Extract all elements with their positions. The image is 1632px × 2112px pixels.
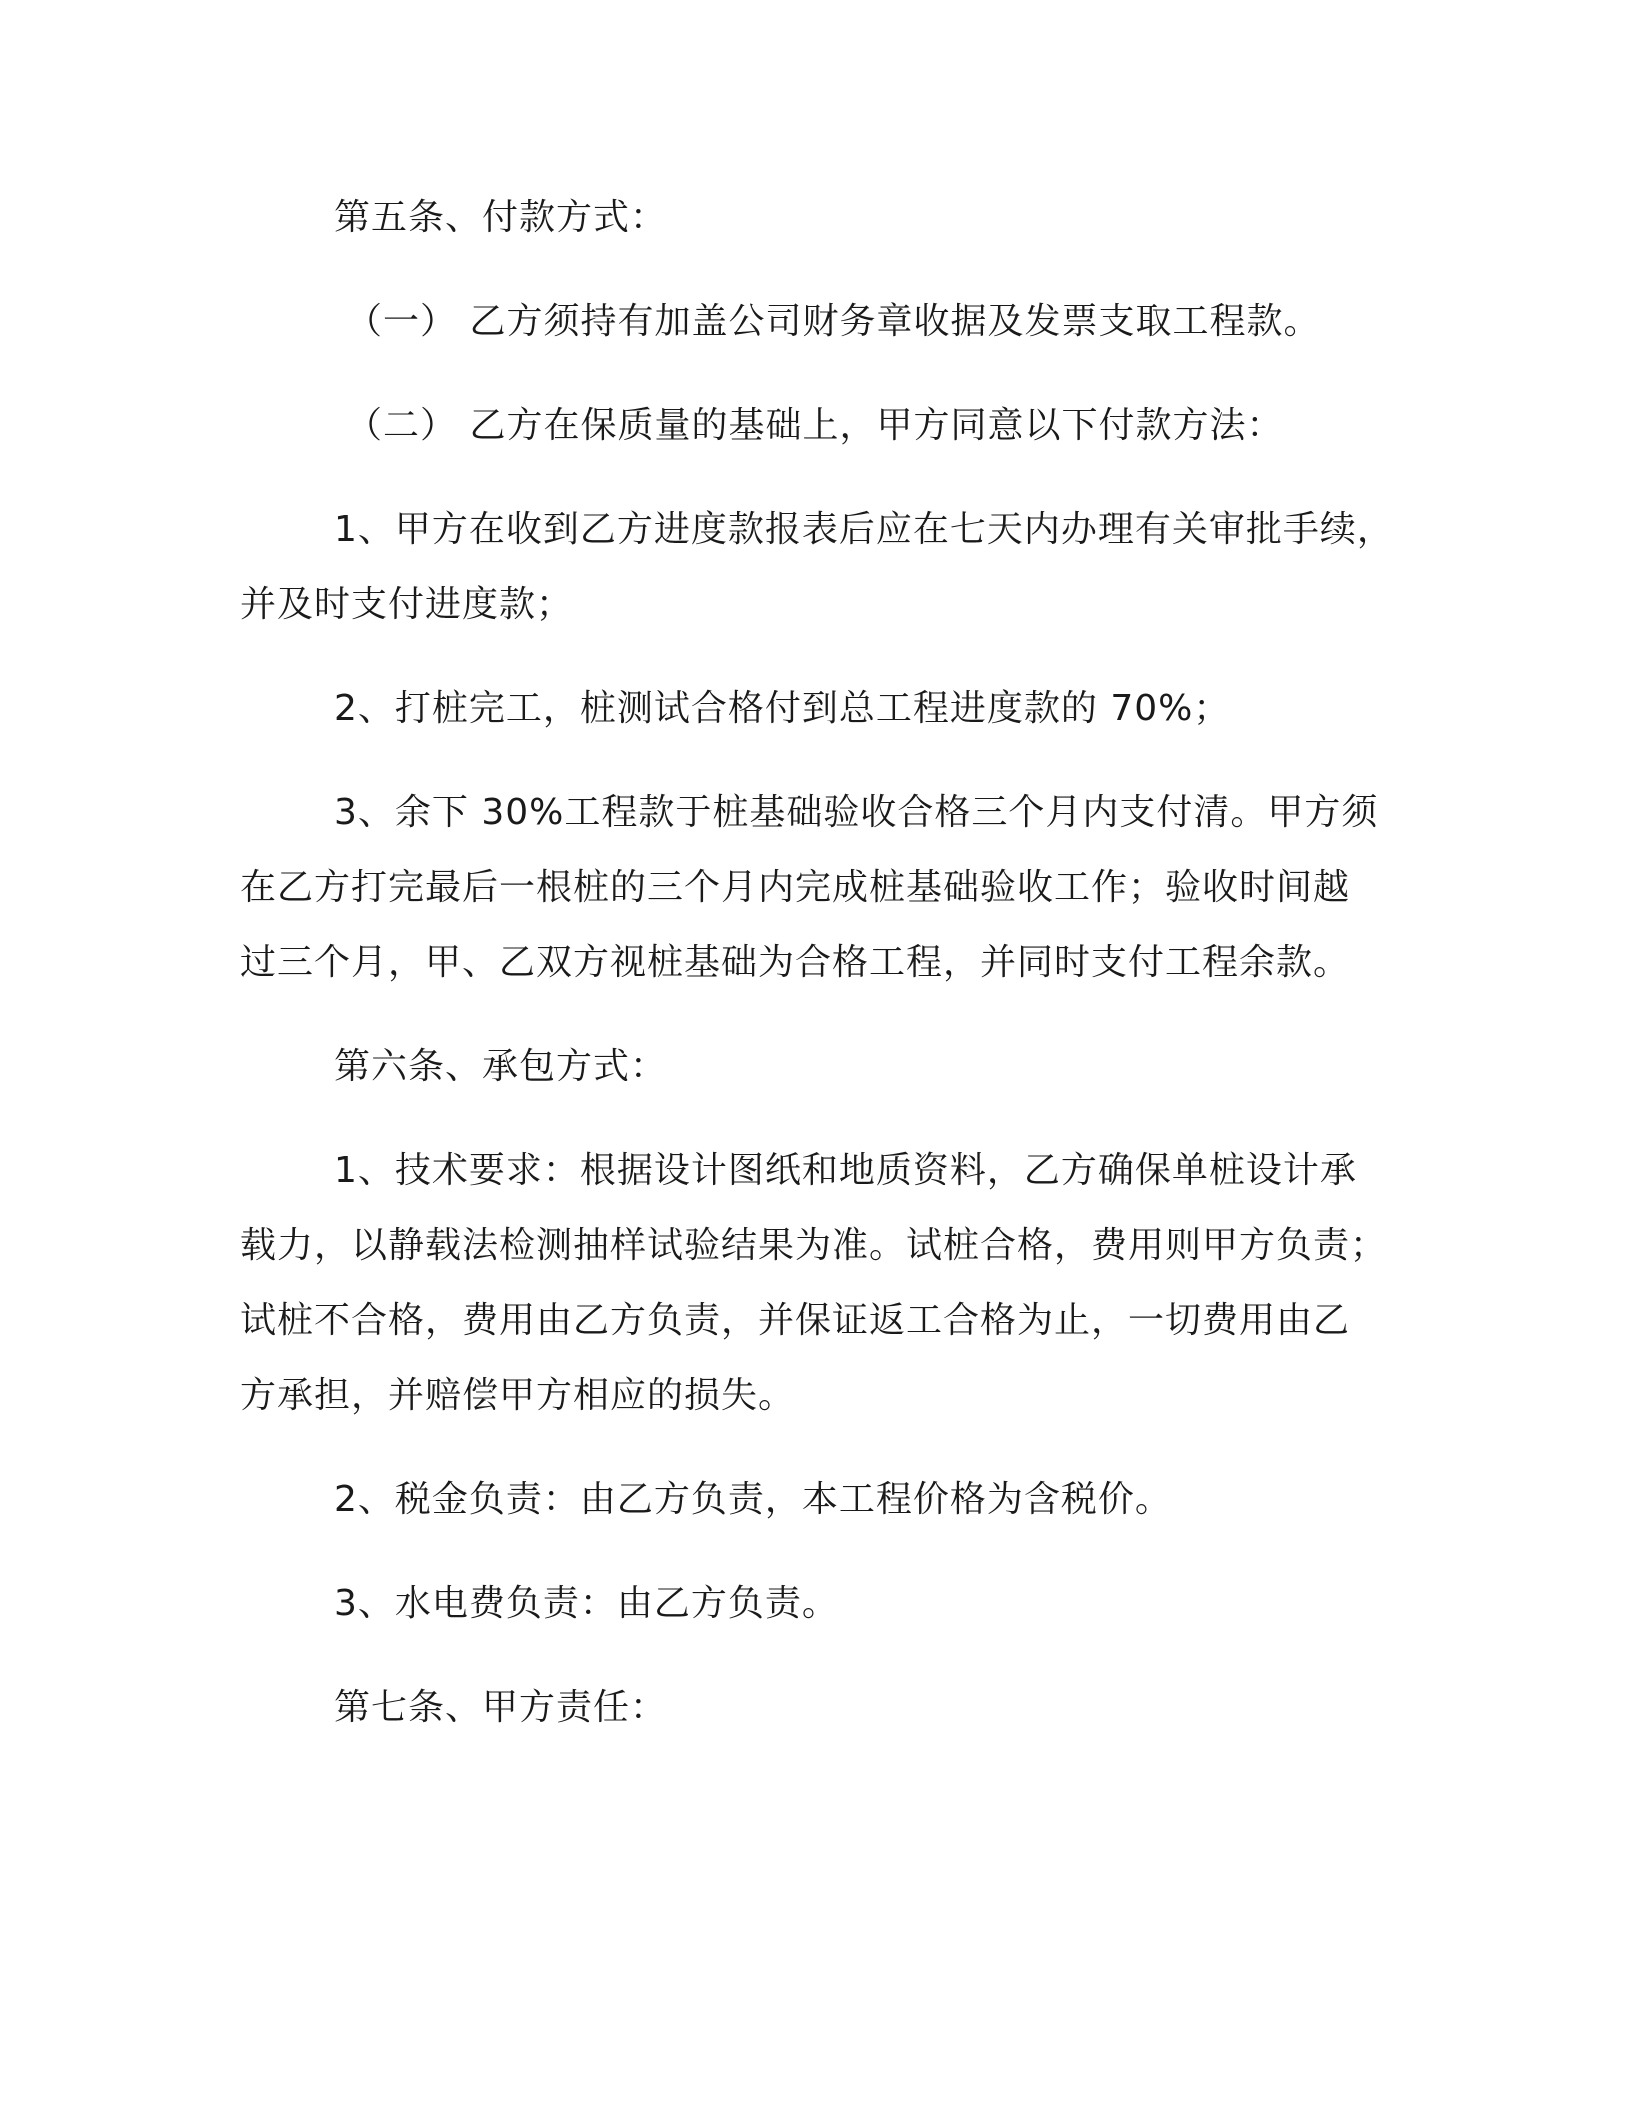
payment-clause-2: 2、打桩完工，桩测试合格付到总工程进度款的 70%； bbox=[334, 688, 1231, 729]
payment-clause-1-line-1: 1、甲方在收到乙方进度款报表后应在七天内办理有关审批手续， bbox=[334, 509, 1394, 550]
contract-clause-3: 3、水电费负责：由乙方负责。 bbox=[334, 1583, 839, 1624]
payment-clause-3-line-3: 过三个月，甲、乙双方视桩基础为合格工程，并同时支付工程余款。 bbox=[240, 942, 1351, 983]
contract-clause-1-line-3: 试桩不合格，费用由乙方负责，并保证返工合格为止，一切费用由乙 bbox=[240, 1300, 1351, 1341]
article-6-heading: 第六条、承包方式： bbox=[334, 1046, 668, 1087]
payment-item-1: （一） 乙方须持有加盖公司财务章收据及发票支取工程款。 bbox=[346, 301, 1321, 342]
contract-clause-1-line-1: 1、技术要求：根据设计图纸和地质资料，乙方确保单桩设计承 bbox=[334, 1150, 1357, 1191]
payment-item-2: （二） 乙方在保质量的基础上，甲方同意以下付款方法： bbox=[346, 405, 1284, 446]
article-7-heading: 第七条、甲方责任： bbox=[334, 1687, 668, 1728]
contract-clause-1-line-2: 载力，以静载法检测抽样试验结果为准。试桩合格，费用则甲方负责； bbox=[240, 1225, 1388, 1266]
payment-clause-1-line-2: 并及时支付进度款； bbox=[240, 584, 574, 625]
payment-clause-3-line-2: 在乙方打完最后一根桩的三个月内完成桩基础验收工作；验收时间越 bbox=[240, 867, 1351, 908]
payment-clause-3-line-1: 3、余下 30%工程款于桩基础验收合格三个月内支付清。甲方须 bbox=[334, 792, 1379, 833]
article-5-heading: 第五条、付款方式： bbox=[334, 197, 668, 238]
contract-clause-1-line-4: 方承担，并赔偿甲方相应的损失。 bbox=[240, 1375, 796, 1416]
contract-clause-2: 2、税金负责：由乙方负责，本工程价格为含税价。 bbox=[334, 1479, 1172, 1520]
